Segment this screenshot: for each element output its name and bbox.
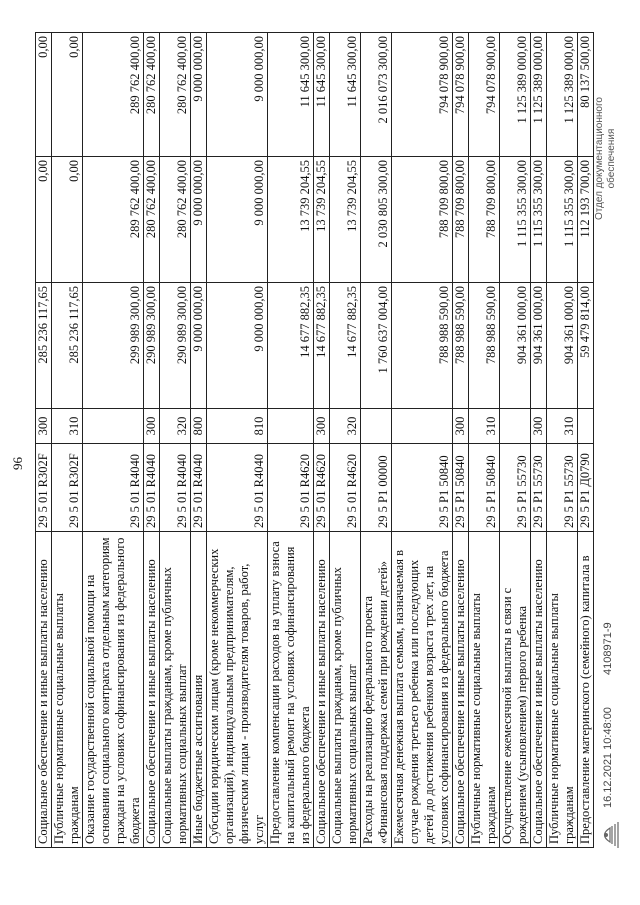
cell-v3: 9 000 000,00 bbox=[191, 33, 207, 157]
cell-v2: 280 762 400,00 bbox=[160, 157, 191, 283]
cell-name: Предоставление материнского (семейного) капитала в bbox=[578, 532, 594, 848]
budget-table-body bbox=[36, 33, 594, 848]
table-row bbox=[52, 33, 83, 848]
cell-name: Осуществление ежемесячной выплаты в связи с рождением (усыновлением) первого ребенка bbox=[500, 532, 531, 848]
cell-v2: 0,00 bbox=[36, 157, 52, 283]
cell-v3: 9 000 000,00 bbox=[207, 33, 268, 157]
cell-v1: 290 989 300,00 bbox=[144, 283, 160, 409]
coat-of-arms-icon bbox=[598, 820, 620, 850]
cell-v3: 11 645 300,00 bbox=[268, 33, 314, 157]
cell-code: 29 5 P1 55730 bbox=[500, 444, 531, 532]
cell-v1: 788 988 590,00 bbox=[469, 283, 500, 409]
cell-name: Социальное обеспечение и иные выплаты населению bbox=[314, 532, 330, 848]
cell-code: 29 5 P1 50840 bbox=[469, 444, 500, 532]
table-row bbox=[160, 33, 191, 848]
footer-timestamp: 16.12.2021 10:48:00 bbox=[602, 707, 614, 808]
cell-vr: 320 bbox=[330, 409, 361, 444]
cell-v2: 1 115 355 300,00 bbox=[500, 157, 531, 283]
cell-v1: 9 000 000,00 bbox=[207, 283, 268, 409]
cell-v1: 788 988 590,00 bbox=[453, 283, 469, 409]
cell-v3: 794 078 900,00 bbox=[469, 33, 500, 157]
cell-v3: 0,00 bbox=[36, 33, 52, 157]
cell-v3: 280 762 400,00 bbox=[160, 33, 191, 157]
cell-code: 29 5 01 R4040 bbox=[83, 444, 144, 532]
cell-name: Социальное обеспечение и иные выплаты населению bbox=[453, 532, 469, 848]
cell-vr: 800 bbox=[191, 409, 207, 444]
cell-v3: 794 078 900,00 bbox=[392, 33, 453, 157]
cell-v3: 1 125 389 000,00 bbox=[500, 33, 531, 157]
cell-v1: 9 000 000,00 bbox=[191, 283, 207, 409]
cell-name: Социальные выплаты гражданам, кроме публичных нормативных социальных выплат bbox=[160, 532, 191, 848]
cell-v2: 13 739 204,55 bbox=[314, 157, 330, 283]
cell-v1: 14 677 882,35 bbox=[314, 283, 330, 409]
cell-name: Социальные выплаты гражданам, кроме публичных нормативных социальных выплат bbox=[330, 532, 361, 848]
table-row bbox=[547, 33, 578, 848]
cell-v2: 788 709 800,00 bbox=[392, 157, 453, 283]
cell-v1: 788 988 590,00 bbox=[392, 283, 453, 409]
cell-v2: 280 762 400,00 bbox=[144, 157, 160, 283]
cell-code: 29 5 01 R4040 bbox=[160, 444, 191, 532]
cell-vr: 300 bbox=[144, 409, 160, 444]
budget-table bbox=[35, 32, 594, 848]
cell-v1: 904 361 000,00 bbox=[500, 283, 531, 409]
cell-code: 29 5 P1 50840 bbox=[453, 444, 469, 532]
cell-name: Расходы на реализацию федерального проекта «Финансовая поддержка семей при рождении детей» bbox=[361, 532, 392, 848]
cell-v3: 1 125 389 000,00 bbox=[547, 33, 578, 157]
cell-v1: 59 479 814,00 bbox=[578, 283, 594, 409]
cell-vr bbox=[361, 409, 392, 444]
cell-v3: 1 125 389 000,00 bbox=[531, 33, 547, 157]
cell-v2: 0,00 bbox=[52, 157, 83, 283]
table-row bbox=[144, 33, 160, 848]
cell-v2: 1 115 355 300,00 bbox=[531, 157, 547, 283]
cell-v2: 13 739 204,55 bbox=[330, 157, 361, 283]
cell-code: 29 5 01 R4620 bbox=[268, 444, 314, 532]
cell-name: Публичные нормативные социальные выплаты гражданам bbox=[469, 532, 500, 848]
cell-vr: 310 bbox=[547, 409, 578, 444]
cell-v3: 80 137 500,00 bbox=[578, 33, 594, 157]
cell-v3: 794 078 900,00 bbox=[453, 33, 469, 157]
cell-name: Предоставление компенсации расходов на уплату взноса на капитальный ремонт на условиях софинансирования из федерального бюджета bbox=[268, 532, 314, 848]
cell-v1: 904 361 000,00 bbox=[531, 283, 547, 409]
cell-vr: 300 bbox=[314, 409, 330, 444]
cell-v3: 280 762 400,00 bbox=[144, 33, 160, 157]
cell-name: Субсидии юридическим лицам (кроме некоммерческих организаций), индивидуальным предпринимателям, физическим лицам - производителям товаров, работ, услуг bbox=[207, 532, 268, 848]
page-number: 96 bbox=[10, 457, 25, 470]
table-row bbox=[314, 33, 330, 848]
table-row bbox=[453, 33, 469, 848]
table-row bbox=[469, 33, 500, 848]
cell-v1: 1 760 637 004,00 bbox=[361, 283, 392, 409]
cell-v2: 289 762 400,00 bbox=[83, 157, 144, 283]
cell-code: 29 5 P1 50840 bbox=[392, 444, 453, 532]
stamp-line-1: Отдел документационного bbox=[594, 97, 605, 220]
cell-name: Иные бюджетные ассигнования bbox=[191, 532, 207, 848]
table-row bbox=[330, 33, 361, 848]
cell-code: 29 5 01 R4040 bbox=[207, 444, 268, 532]
table-row bbox=[83, 33, 144, 848]
cell-v2: 9 000 000,00 bbox=[191, 157, 207, 283]
cell-name: Публичные нормативные социальные выплаты гражданам bbox=[547, 532, 578, 848]
cell-name: Ежемесячная денежная выплата семьям, назначаемая в случае рождения третьего ребенка или последующих детей до достижения ребенком возраста трех лет, на условиях софинансирования из федерального бюджета bbox=[392, 532, 453, 848]
cell-vr: 300 bbox=[36, 409, 52, 444]
table-row bbox=[500, 33, 531, 848]
cell-v3: 0,00 bbox=[52, 33, 83, 157]
table-row bbox=[531, 33, 547, 848]
cell-v3: 289 762 400,00 bbox=[83, 33, 144, 157]
cell-v1: 14 677 882,35 bbox=[330, 283, 361, 409]
cell-v3: 11 645 300,00 bbox=[314, 33, 330, 157]
cell-code: 29 5 01 R4040 bbox=[191, 444, 207, 532]
cell-v1: 299 989 300,00 bbox=[83, 283, 144, 409]
page-footer bbox=[592, 30, 632, 850]
cell-vr: 320 bbox=[160, 409, 191, 444]
cell-vr: 810 bbox=[207, 409, 268, 444]
cell-vr: 310 bbox=[52, 409, 83, 444]
cell-v1: 290 989 300,00 bbox=[160, 283, 191, 409]
table-row bbox=[268, 33, 314, 848]
cell-vr bbox=[268, 409, 314, 444]
cell-vr: 300 bbox=[453, 409, 469, 444]
cell-vr bbox=[500, 409, 531, 444]
cell-code: 29 5 P1 Д0790 bbox=[578, 444, 594, 532]
cell-v2: 788 709 800,00 bbox=[469, 157, 500, 283]
table-row bbox=[392, 33, 453, 848]
cell-v3: 11 645 300,00 bbox=[330, 33, 361, 157]
cell-code: 29 5 01 R4040 bbox=[144, 444, 160, 532]
cell-v2: 9 000 000,00 bbox=[207, 157, 268, 283]
table-row bbox=[361, 33, 392, 848]
cell-v3: 2 016 073 300,00 bbox=[361, 33, 392, 157]
cell-v1: 285 236 117,65 bbox=[36, 283, 52, 409]
cell-v2: 112 193 700,00 bbox=[578, 157, 594, 283]
cell-code: 29 5 01 R302F bbox=[36, 444, 52, 532]
cell-name: Публичные нормативные социальные выплаты гражданам bbox=[52, 532, 83, 848]
cell-code: 29 5 01 R4620 bbox=[314, 444, 330, 532]
table-row bbox=[191, 33, 207, 848]
cell-v1: 285 236 117,65 bbox=[52, 283, 83, 409]
cell-v1: 904 361 000,00 bbox=[547, 283, 578, 409]
cell-vr bbox=[392, 409, 453, 444]
cell-vr: 300 bbox=[531, 409, 547, 444]
cell-v2: 1 115 355 300,00 bbox=[547, 157, 578, 283]
footer-doc-code: 4108971-9 bbox=[602, 622, 614, 675]
cell-name: Оказание государственной социальной помощи на основании социального контракта отдельным категориям граждан на условиях софинансирования из федерального бюджета bbox=[83, 532, 144, 848]
cell-code: 29 5 01 R4620 bbox=[330, 444, 361, 532]
cell-code: 29 5 P1 55730 bbox=[547, 444, 578, 532]
cell-v2: 2 030 805 300,00 bbox=[361, 157, 392, 283]
cell-name: Социальное обеспечение и иные выплаты населению bbox=[36, 532, 52, 848]
cell-v2: 788 709 800,00 bbox=[453, 157, 469, 283]
cell-name: Социальное обеспечение и иные выплаты населению bbox=[144, 532, 160, 848]
cell-vr bbox=[83, 409, 144, 444]
cell-v2: 13 739 204,55 bbox=[268, 157, 314, 283]
cell-name: Социальное обеспечение и иные выплаты населению bbox=[531, 532, 547, 848]
cell-v1: 14 677 882,35 bbox=[268, 283, 314, 409]
table-row bbox=[36, 33, 52, 848]
stamp-line-2: обеспечения bbox=[606, 128, 617, 189]
cell-code: 29 5 P1 55730 bbox=[531, 444, 547, 532]
cell-code: 29 5 01 R302F bbox=[52, 444, 83, 532]
table-row bbox=[207, 33, 268, 848]
cell-code: 29 5 P1 00000 bbox=[361, 444, 392, 532]
cell-vr: 310 bbox=[469, 409, 500, 444]
department-stamp bbox=[594, 97, 618, 220]
